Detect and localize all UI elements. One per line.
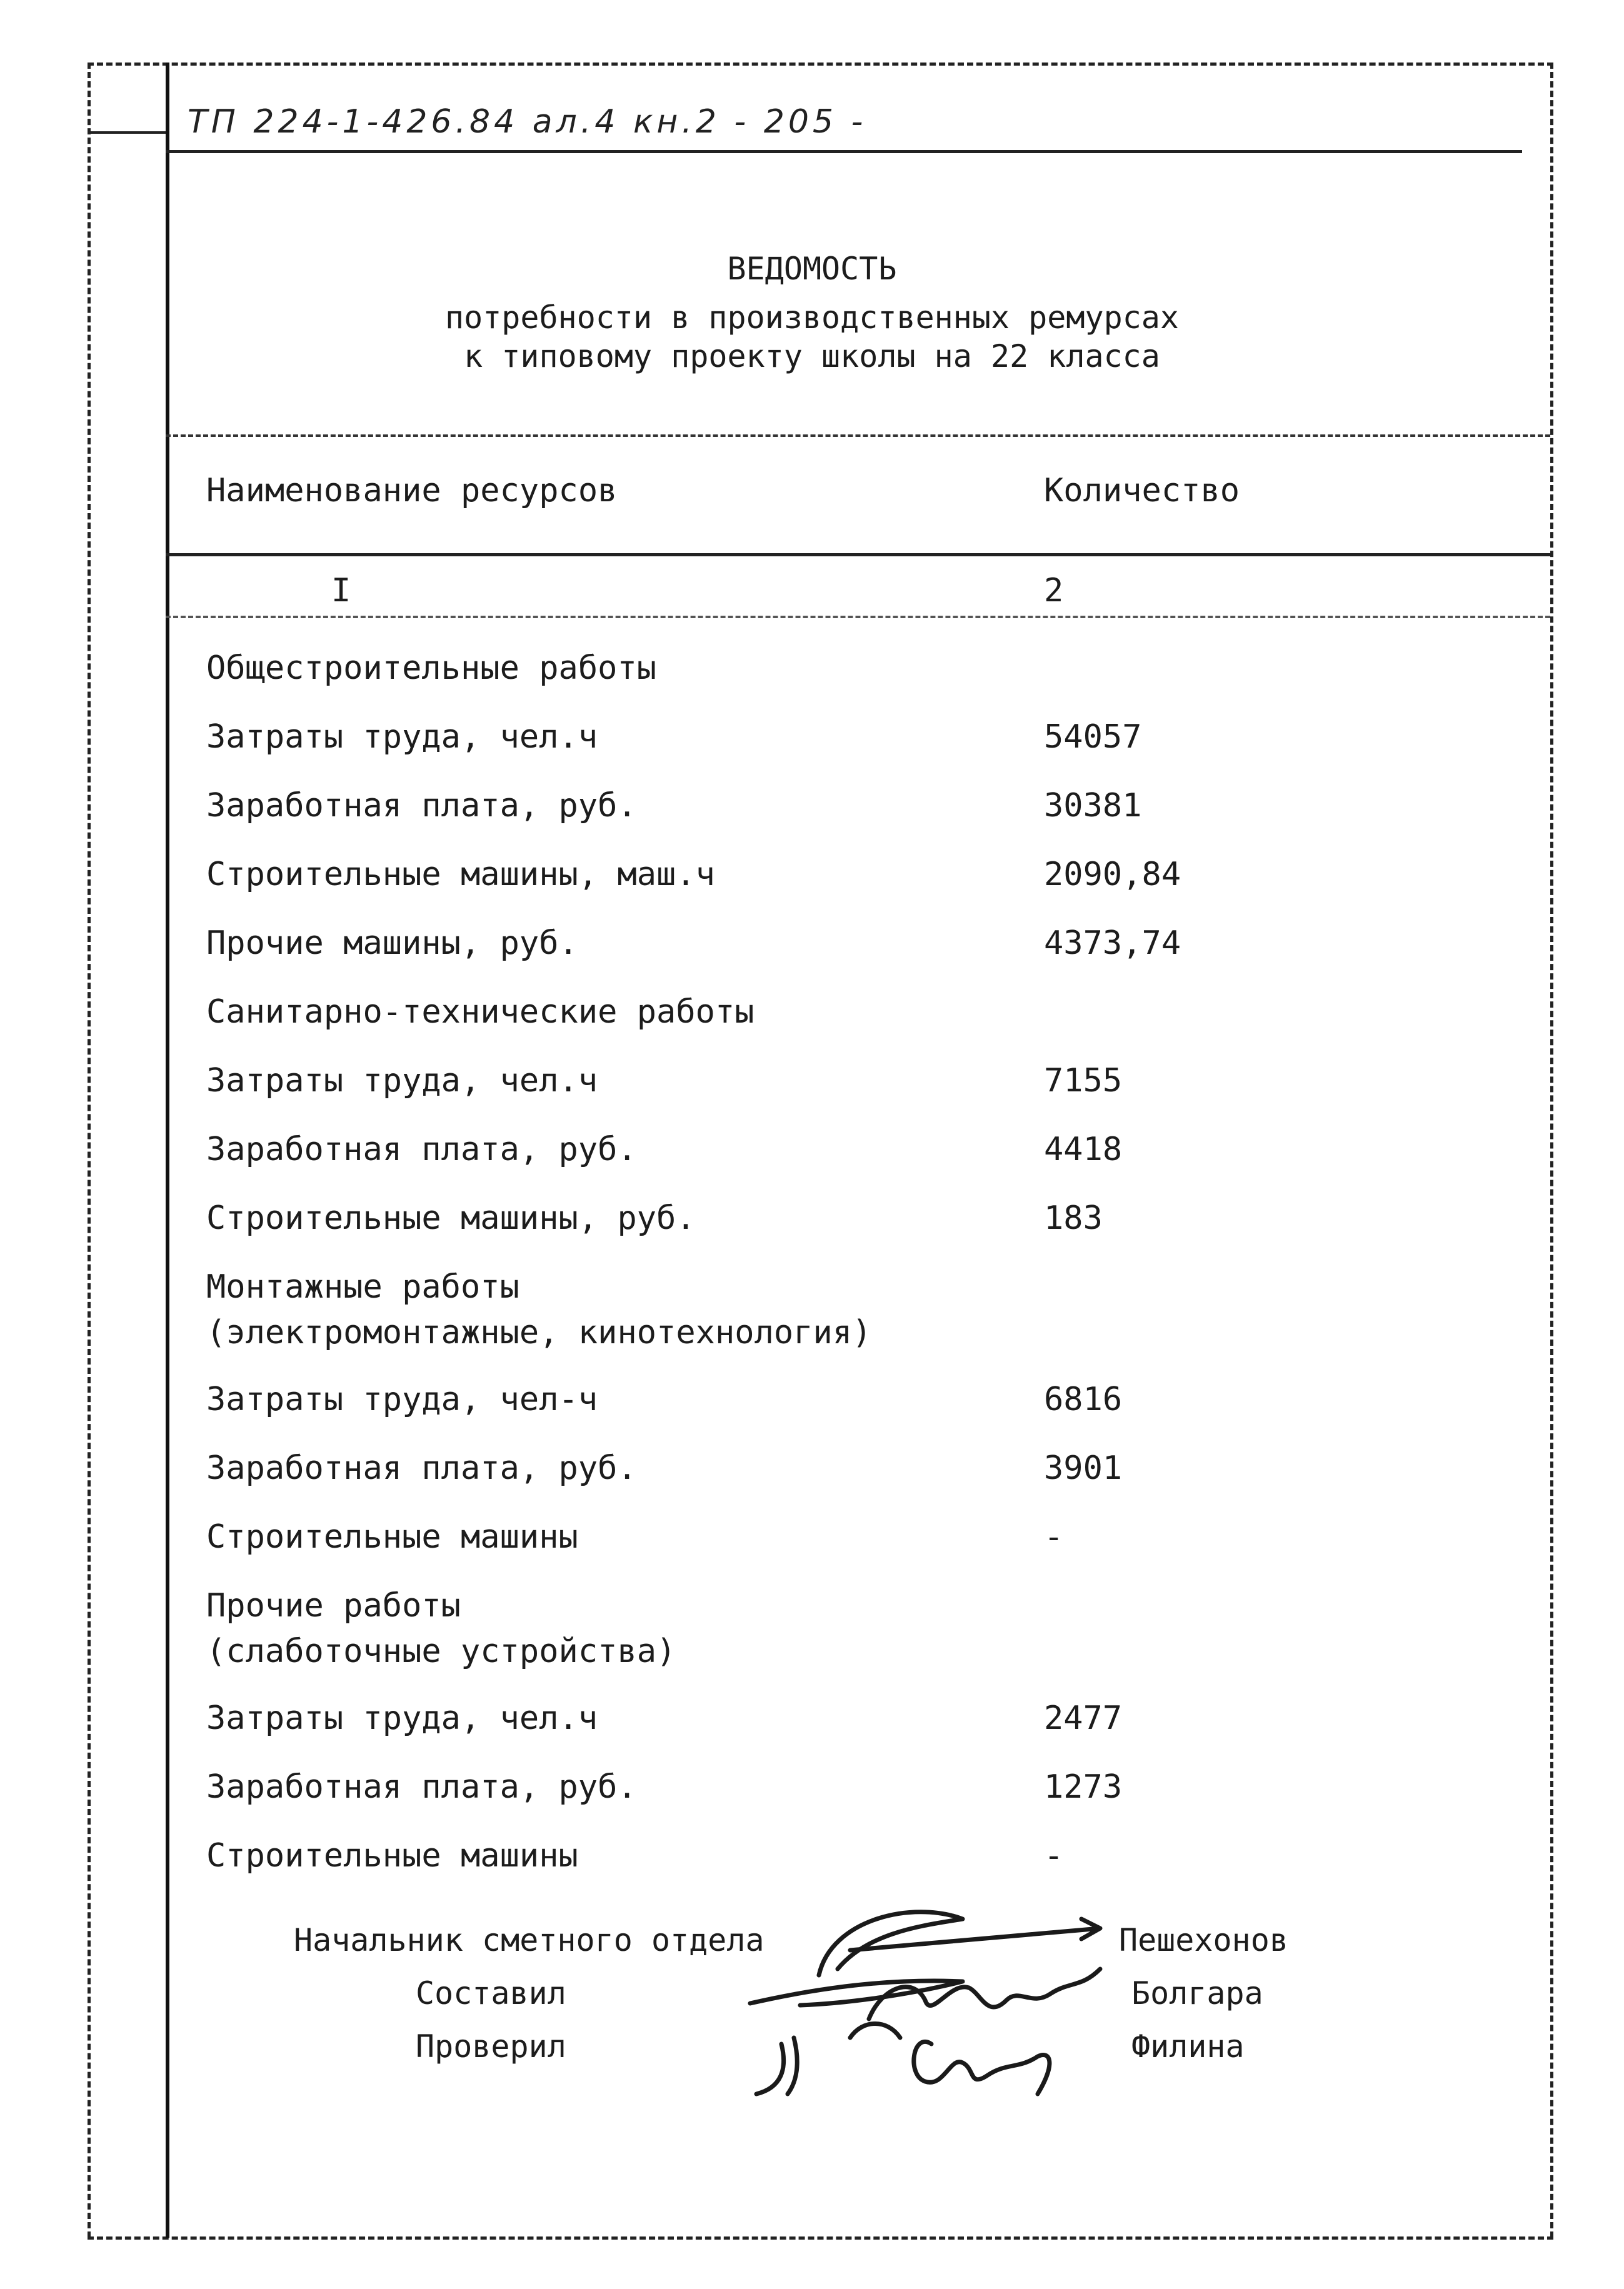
table-row [206,841,1519,909]
row-value: - [1044,1518,1064,1556]
row-value: 4373,74 [1044,924,1181,962]
binding-stub-line [88,131,166,134]
column-header-name: Наименование ресурсов [206,472,618,509]
row-value: 6816 [1044,1381,1123,1418]
compiled-name: Болгара [1131,1975,1263,2011]
row-value: 54057 [1044,718,1142,756]
row-value: 183 [1044,1200,1103,1237]
row-name: Затраты труда, чел.ч [206,718,598,756]
handwritten-signatures [725,1894,1138,2106]
row-name: Строительные машины, маш.ч [206,856,715,893]
row-name: Санитарно-технические работы [206,993,754,1031]
table-row [206,703,1519,772]
binding-margin-line [166,63,169,2238]
row-name: Прочие работы (слаботочные устройства) [206,1587,676,1670]
row-name: Строительные машины [206,1518,578,1556]
frame-right-border [1550,63,1553,2238]
row-name: Монтажные работы (электромонтажные, кинотехнология) [206,1268,872,1351]
row-name: Заработная плата, руб. [206,1450,637,1487]
row-name: Затраты труда, чел-ч [206,1381,598,1418]
subtitle-line-1: потребности в производственных ремурсах [445,299,1179,336]
column-number-1: I [331,572,351,609]
table-row [206,1047,1519,1116]
row-name: Заработная плата, руб. [206,787,637,824]
row-value: 2090,84 [1044,856,1181,893]
table-row [206,772,1519,841]
checked-name: Филина [1131,2028,1245,2065]
frame-left-border [88,63,91,2238]
checked-label: Проверил [416,2028,566,2065]
page-title: ВЕДОМОСТЬ [727,251,897,287]
row-name: Прочие машины, руб. [206,924,578,962]
column-header-rule [166,553,1550,556]
column-header-quantity: Количество [1044,472,1240,509]
table-row [206,1753,1519,1822]
row-name: Общестроительные работы [206,649,657,687]
frame-bottom-border [88,2236,1553,2240]
head-name: Пешехонов [1119,1922,1288,1958]
resource-table [206,634,1519,1891]
compiled-label: Составил [416,1975,566,2011]
table-row [206,634,1519,703]
table-row [206,1685,1519,1753]
column-number-rule [166,616,1550,618]
row-value: 2477 [1044,1700,1123,1737]
table-row [206,1253,1519,1366]
table-row [206,978,1519,1047]
row-value: 7155 [1044,1062,1123,1099]
row-value: 30381 [1044,787,1142,824]
frame-top-border [88,63,1553,66]
row-value: 1273 [1044,1768,1123,1806]
table-row [206,909,1519,978]
table-top-rule [166,434,1550,437]
table-row [206,1572,1519,1685]
table-row [206,1366,1519,1435]
row-name: Строительные машины [206,1837,578,1875]
column-number-2: 2 [1044,572,1064,609]
document-code: ТП 224-1-426.84 ал.4 кн.2 - 205 - [188,103,867,141]
table-row [206,1116,1519,1185]
row-name: Затраты труда, чел.ч [206,1062,598,1099]
row-value: 3901 [1044,1450,1123,1487]
subtitle-line-2: к типовому проекту школы на 22 класса [464,338,1160,374]
row-name: Заработная плата, руб. [206,1131,637,1168]
row-name: Затраты труда, чел.ч [206,1700,598,1737]
row-value: 4418 [1044,1131,1123,1168]
head-label: Начальник сметного отдела [294,1922,764,1958]
table-row [206,1435,1519,1503]
row-value: - [1044,1837,1064,1875]
row-name: Заработная плата, руб. [206,1768,637,1806]
table-row [206,1503,1519,1572]
header-rule [166,150,1522,153]
row-name: Строительные машины, руб. [206,1200,696,1237]
table-row [206,1185,1519,1253]
table-row [206,1822,1519,1891]
